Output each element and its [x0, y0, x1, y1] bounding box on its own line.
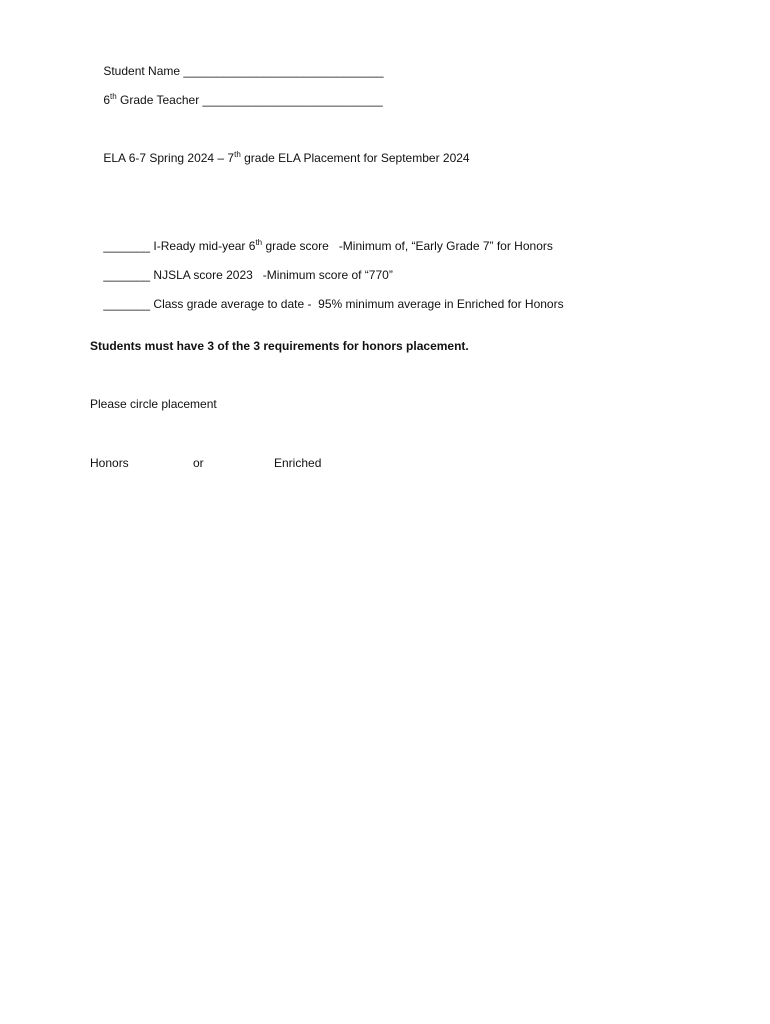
teacher-grade-suffix: th: [110, 92, 117, 101]
teacher-label: Grade Teacher: [116, 93, 203, 107]
requirement-text: NJSLA score 2023 -Minimum score of “770”: [150, 268, 393, 282]
heading-sup: th: [234, 150, 241, 159]
requirement-text-pre: I-Ready mid-year 6: [150, 239, 256, 253]
teacher-field[interactable]: ___________________________: [202, 93, 383, 107]
heading-part1: ELA 6-7 Spring 2024 – 7: [103, 151, 235, 165]
requirement-blank[interactable]: _______: [103, 268, 151, 282]
requirement-text: Class grade average to date - 95% minimum average in Enriched for Honors: [150, 297, 564, 311]
teacher-grade-number: 6: [103, 93, 111, 107]
heading-part2: grade ELA Placement for September 2024: [240, 151, 470, 165]
requirement-class-average: [90, 280, 564, 328]
requirement-blank[interactable]: _______: [103, 297, 151, 311]
option-honors[interactable]: Honors: [90, 456, 129, 470]
requirement-text-post: grade score -Minimum of, “Early Grade 7” for Honors: [262, 239, 553, 253]
option-enriched[interactable]: Enriched: [274, 456, 322, 470]
teacher-line: [90, 76, 383, 124]
requirement-text-sup: th: [255, 238, 263, 247]
student-name-label: Student Name: [103, 64, 184, 78]
student-name-field[interactable]: ______________________________: [183, 64, 384, 78]
circle-instruction: Please circle placement: [90, 397, 217, 411]
requirement-note: Students must have 3 of the 3 requirements for honors placement.: [90, 339, 469, 353]
option-or: or: [193, 456, 204, 470]
placement-heading: [90, 134, 470, 182]
requirement-blank[interactable]: _______: [103, 239, 151, 253]
